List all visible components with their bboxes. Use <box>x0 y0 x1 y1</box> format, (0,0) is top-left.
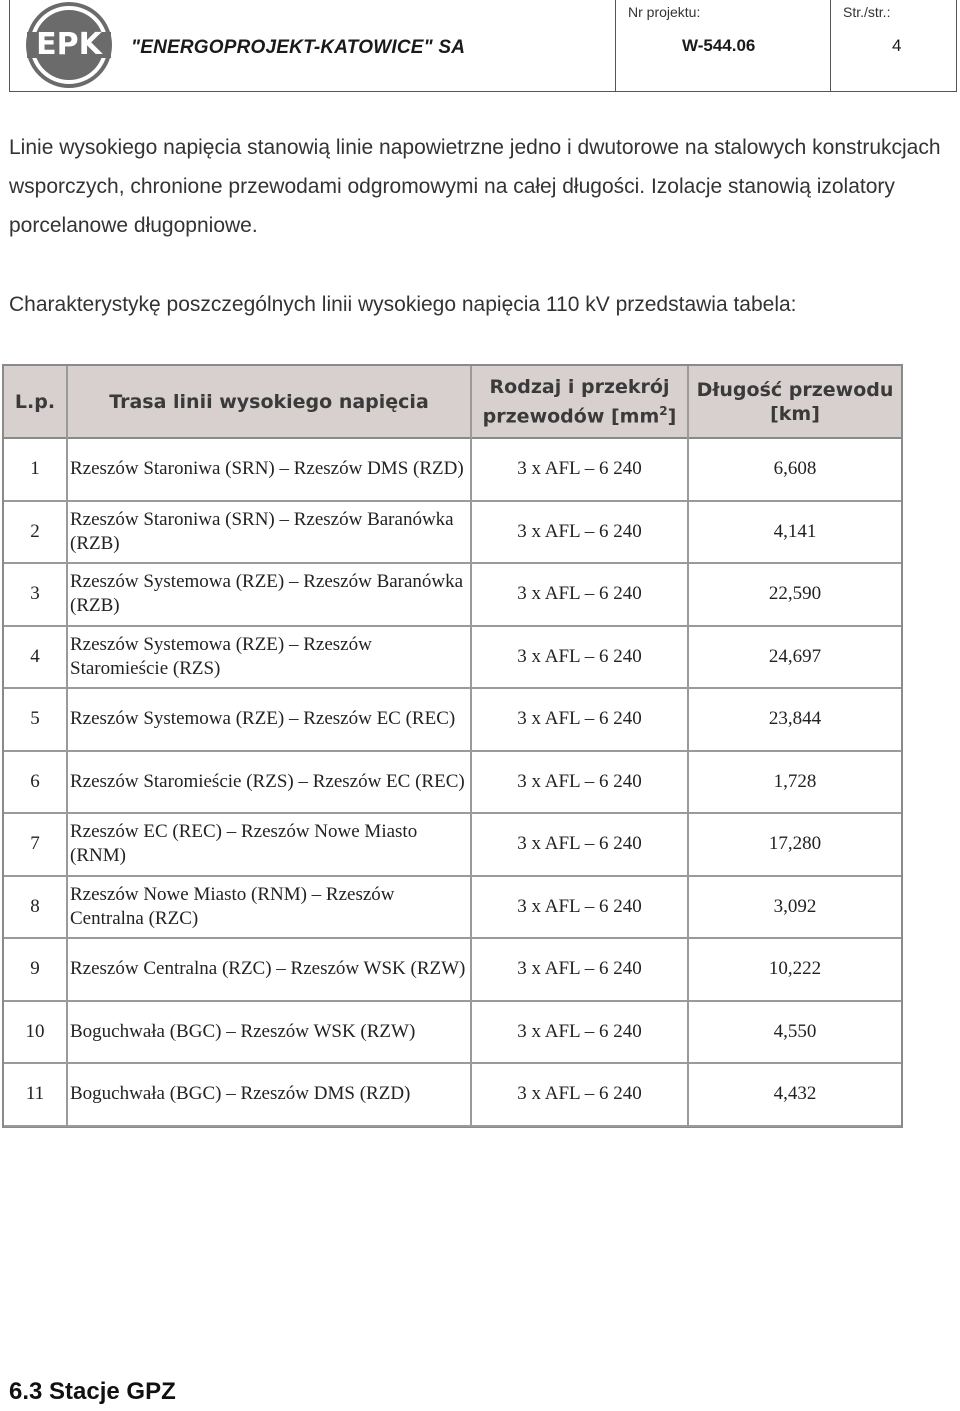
row-number: 2 <box>30 520 40 542</box>
table-row <box>4 1002 901 1065</box>
row-conductor-type: 3 x AFL – 6 240 <box>517 583 642 605</box>
row-route: Rzeszów Staromieście (RZS) – Rzeszów EC (REC) <box>70 770 465 792</box>
project-label: Nr projektu: <box>628 4 701 20</box>
page-number: 4 <box>892 36 902 55</box>
row-conductor-type: 3 x AFL – 6 240 <box>517 1083 642 1105</box>
row-route: Boguchwała (BGC) – Rzeszów WSK (RZW) <box>70 1020 416 1042</box>
row-route: Rzeszów Staroniwa (SRN) – Rzeszów Baranówka (RZB) <box>70 508 454 554</box>
column-divider <box>687 366 689 1126</box>
table-row <box>4 752 901 815</box>
row-number: 8 <box>30 895 40 917</box>
row-length: 23,844 <box>768 708 822 730</box>
row-length: 17,280 <box>768 833 822 855</box>
row-route: Rzeszów Systemowa (RZE) – Rzeszów EC (REC) <box>70 708 456 730</box>
header-type-line1: Rodzaj i przekrój <box>489 375 670 398</box>
row-number: 11 <box>25 1083 45 1105</box>
row-conductor-type: 3 x AFL – 6 240 <box>517 1020 642 1042</box>
lines-table <box>2 364 903 1128</box>
row-route: Rzeszów Staroniwa (SRN) – Rzeszów DMS (RZD) <box>70 458 464 480</box>
logo-text: EPK <box>36 27 102 62</box>
project-cell <box>615 0 831 91</box>
column-divider <box>66 366 68 1126</box>
row-conductor-type: 3 x AFL – 6 240 <box>517 708 642 730</box>
row-conductor-type: 3 x AFL – 6 240 <box>517 645 642 667</box>
row-length: 6,608 <box>773 458 817 480</box>
row-route: Rzeszów Centralna (RZC) – Rzeszów WSK (RZW) <box>70 958 466 980</box>
table-row <box>4 814 901 877</box>
row-length: 4,432 <box>773 1083 817 1105</box>
row-length: 1,728 <box>773 770 817 792</box>
row-number: 9 <box>30 958 40 980</box>
row-length: 22,590 <box>768 583 822 605</box>
intro-paragraph: Linie wysokiego napięcia stanowią linie napowietrzne jedno i dwutorowe na stalowych konstrukcjach wsporczych, chronione przewodami odgromowymi na całej długości. Izolacje stanowią izolatory porcelanowe długopniowe. <box>9 136 941 237</box>
row-length: 3,092 <box>773 895 817 917</box>
row-conductor-type: 3 x AFL – 6 240 <box>517 458 642 480</box>
row-conductor-type: 3 x AFL – 6 240 <box>517 895 642 917</box>
header-length-line1: Długość przewodu <box>696 378 894 401</box>
section-title: 6.3 Stacje GPZ <box>9 1378 176 1405</box>
row-route: Rzeszów Nowe Miasto (RNM) – Rzeszów Centralna (RZC) <box>70 883 395 929</box>
header-length-line2: [km] <box>770 402 820 425</box>
header-type-sup: 2 <box>659 403 668 418</box>
row-route: Boguchwała (BGC) – Rzeszów DMS (RZD) <box>70 1083 411 1105</box>
header-type <box>472 366 687 437</box>
table-row <box>4 439 901 502</box>
row-length: 10,222 <box>768 958 822 980</box>
table-row <box>4 689 901 752</box>
row-route: Rzeszów Systemowa (RZE) – Rzeszów Staromieście (RZS) <box>70 633 372 679</box>
table-row <box>4 1064 901 1127</box>
logo-cell <box>10 0 125 91</box>
row-number: 3 <box>30 583 40 605</box>
row-route: Rzeszów Systemowa (RZE) – Rzeszów Baranówka (RZB) <box>70 571 464 617</box>
row-length: 24,697 <box>768 645 822 667</box>
table-intro-paragraph: Charakterystykę poszczególnych linii wysokiego napięcia 110 kV przedstawia tabela: <box>9 293 797 316</box>
epk-logo <box>24 2 114 88</box>
table-row <box>4 627 901 690</box>
row-route: Rzeszów EC (REC) – Rzeszów Nowe Miasto (RNM) <box>70 821 418 867</box>
table-row <box>4 939 901 1002</box>
row-conductor-type: 3 x AFL – 6 240 <box>517 520 642 542</box>
project-number: W-544.06 <box>682 36 756 55</box>
row-conductor-type: 3 x AFL – 6 240 <box>517 833 642 855</box>
company-cell <box>125 0 615 91</box>
page-label: Str./str.: <box>843 4 891 20</box>
document-header <box>9 0 957 92</box>
table-row <box>4 877 901 940</box>
row-number: 10 <box>25 1020 45 1042</box>
header-route: Trasa linii wysokiego napięcia <box>109 390 429 413</box>
row-number: 7 <box>30 833 40 855</box>
row-number: 5 <box>30 708 40 730</box>
row-number: 6 <box>30 770 40 792</box>
header-type-text: przewodów [mm <box>482 405 660 428</box>
row-number: 1 <box>30 458 40 480</box>
table-row <box>4 564 901 627</box>
header-type-end: ] <box>667 405 677 428</box>
row-length: 4,550 <box>773 1020 817 1042</box>
row-conductor-type: 3 x AFL – 6 240 <box>517 958 642 980</box>
table-header-row <box>4 366 901 439</box>
header-num: L.p. <box>14 390 56 413</box>
company-name: "ENERGOPROJEKT-KATOWICE" SA <box>131 37 466 58</box>
row-length: 4,141 <box>773 520 817 542</box>
row-number: 4 <box>30 645 40 667</box>
header-type-line2 <box>483 399 677 428</box>
header-length <box>689 366 901 437</box>
table-row <box>4 502 901 565</box>
row-conductor-type: 3 x AFL – 6 240 <box>517 770 642 792</box>
column-divider <box>470 366 472 1126</box>
page-cell <box>830 0 958 91</box>
